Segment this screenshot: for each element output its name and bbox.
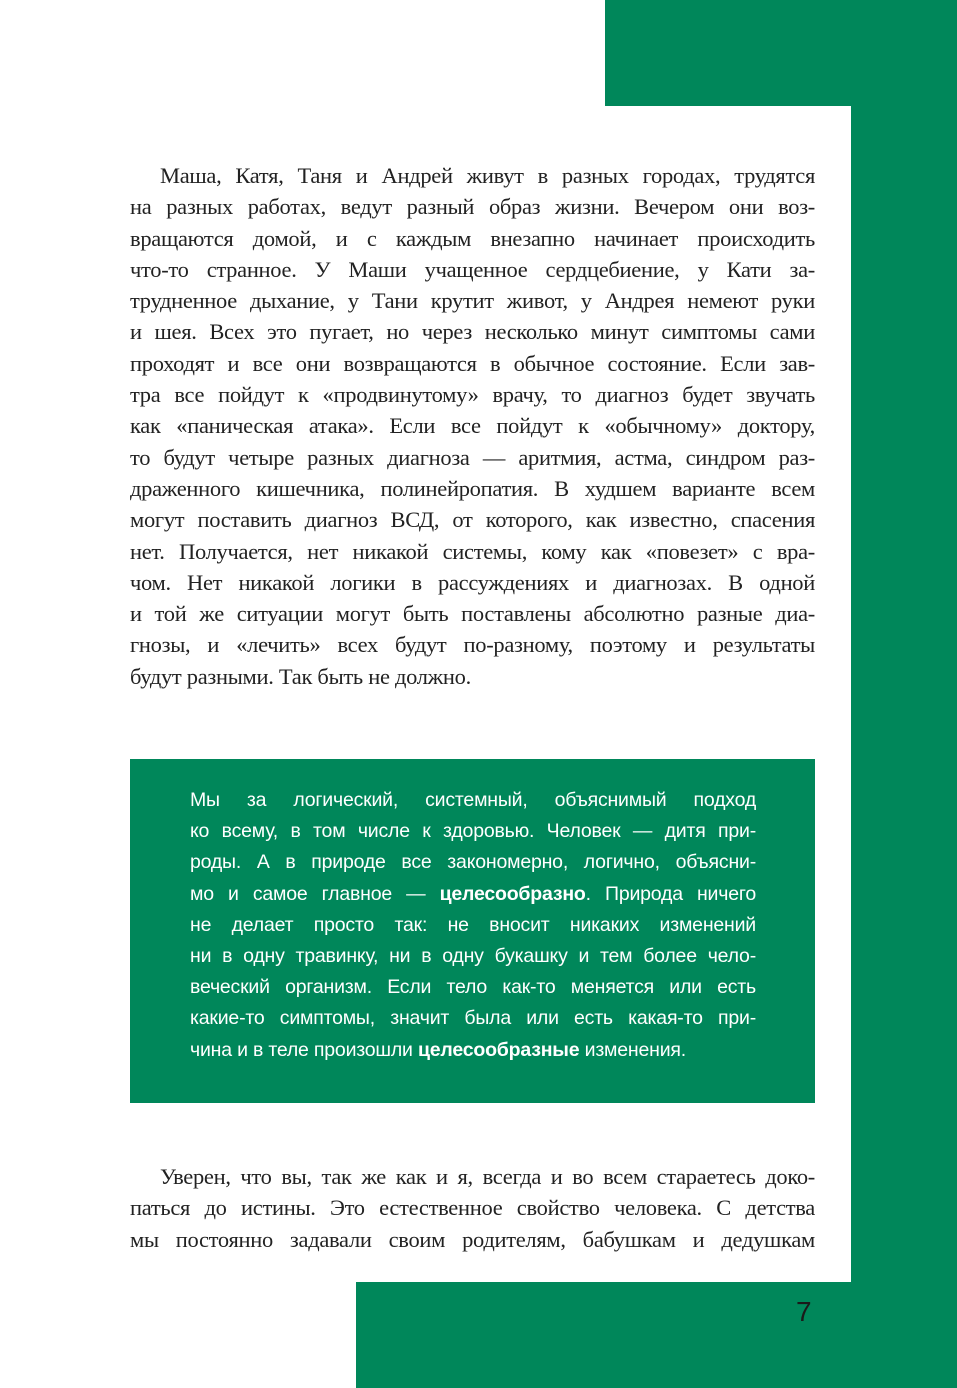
callout-line — [190, 1035, 756, 1066]
callout-text-segment: чина и в теле произошли — [190, 1038, 418, 1061]
text-line: будут разными. Так быть не должно. — [130, 663, 471, 689]
callout-line — [190, 785, 756, 816]
callout-line — [190, 847, 756, 878]
text-line: чом. Нет никакой логики в рассуждениях и диагнозах. В одной — [130, 569, 815, 595]
callout-text-segment: изменения. — [579, 1038, 686, 1061]
text-line: драженного кишечника, полинейропатия. В худшем варианте всем — [130, 475, 815, 501]
callout-text-segment: Мы за логический, системный, объяснимый подход — [190, 789, 756, 811]
text-line: то будут четыре разных диагноза — аритмия, астма, синдром раз- — [130, 444, 815, 470]
text-line: Маша, Катя, Таня и Андрей живут в разных городах, трудятся — [160, 163, 815, 188]
text-line: гнозы, и «лечить» всех будут по-разному, поэтому и результаты — [130, 632, 815, 658]
callout-line — [190, 910, 756, 941]
callout-text-segment: какие-то симптомы, значит была или есть какая-то при- — [190, 1007, 756, 1030]
text-line: трудненное дыхание, у Тани крутит живот, у Андрея немеют руки — [130, 288, 815, 314]
body-paragraph-2 — [130, 1161, 815, 1255]
callout-line — [190, 941, 756, 972]
callout-line — [190, 1003, 756, 1034]
text-line: паться до истины. Это естественное свойство человека. С детства — [130, 1195, 815, 1221]
body-paragraph-1 — [130, 160, 815, 692]
callout-text-segment: . Природа ничего — [585, 882, 756, 905]
text-line: как «паническая атака». Если все пойдут к «обычному» доктору, — [130, 413, 815, 439]
callout-text-segment: мо и самое главное — — [190, 882, 440, 905]
text-line: могут поставить диагноз ВСД, от которого, как известно, спасения — [130, 507, 815, 533]
text-line: вращаются домой, и с каждым внезапно начинает происходить — [130, 225, 815, 251]
callout-line — [190, 816, 756, 847]
callout-text-segment: веческий организм. Если тело как-то меняется или есть — [190, 976, 756, 999]
text-line: нет. Получается, нет никакой системы, кому как «повезет» с вра- — [130, 538, 815, 564]
callout-line — [190, 879, 756, 910]
text-line: и шея. Всех это пугает, но через несколько минут симптомы сами — [130, 319, 815, 345]
text-line: что-то странное. У Маши учащенное сердцебиение, у Кати за- — [130, 256, 815, 282]
callout-text-segment: ни в одну травинку, ни в одну букашку и тем более чело- — [190, 944, 756, 967]
text-line: проходят и все они возвращаются в обычное состояние. Если зав- — [130, 350, 815, 376]
callout-text-segment: не делает просто так: не вносит никаких изменений — [190, 913, 756, 936]
callout-text — [190, 785, 756, 1066]
emphasis-text: целесообразные — [417, 1038, 580, 1061]
callout-text-segment: ко всему, в том числе к здоровью. Человек — дитя при- — [190, 820, 756, 843]
text-line: на разных работах, ведут разный образ жизни. Вечером они воз- — [130, 194, 815, 220]
decorative-bottom-band — [356, 1282, 957, 1388]
text-line: Уверен, что вы, так же как и я, всегда и во всем стараетесь доко- — [160, 1164, 815, 1189]
text-line: мы постоянно задавали своим родителям, бабушкам и дедушкам — [130, 1226, 815, 1252]
callout-box — [130, 759, 815, 1103]
callout-text-segment: роды. А в природе все закономерно, логично, объясни- — [190, 851, 756, 874]
text-line: тра все пойдут к «продвинутому» врачу, то диагноз будет звучать — [130, 382, 815, 408]
decorative-right-band — [851, 0, 957, 1388]
page-number: 7 — [796, 1296, 812, 1327]
callout-line — [190, 972, 756, 1003]
emphasis-text: целесообразно — [439, 882, 586, 905]
text-line: и той же ситуации могут быть поставлены абсолютно разные диа- — [130, 601, 815, 627]
